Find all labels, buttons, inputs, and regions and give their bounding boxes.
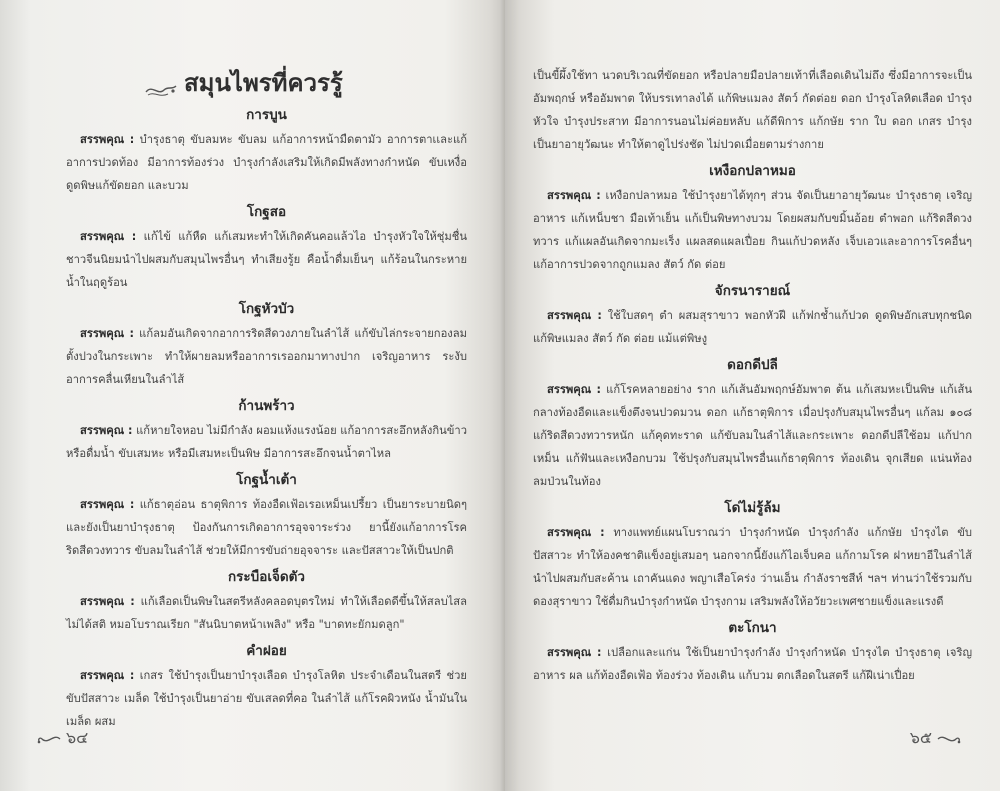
- entry-kot-nam-tao: [66, 471, 467, 562]
- entry-body: [533, 184, 972, 276]
- entry-text: แก้หายใจหอบ ไม่มีกำลัง ผอมแห้งแรงน้อย แก้อาการสะอึกหลังกินข้าวหรือดื่มน้ำ ขับเสมหะ หรือมีเสมหะเป็นพิษ มีอาการสะอึกจนน้ำตาไหล: [66, 424, 467, 460]
- entry-text: เหงือกปลาหมอ ใช้บำรุงยาได้ทุกๆ ส่วน จัดเป็นยาอายุวัฒนะ บำรุงธาตุ เจริญอาหาร แก้เหน็บชา มือเท้าเย็น แก้เป็นพิษทางบวม โดยผสมกับขมิ้นอ้อย ตำพอก แก้ริดสีดวงทวาร แก้แผลอันเกิดจากมะเร็ง แผลสดแผลเปื่อย กินแก้ปวดหลัง เจ็บเอวและอาการโรคอื่นๆ แก้อาการปวดจากถูกแมลง สัตว์ กัด ต่อย: [533, 189, 973, 271]
- entry-dok-di-pli: [533, 356, 972, 493]
- entry-title: ก้านพร้าว: [238, 398, 295, 414]
- property-label: สรรพคุณ :: [80, 424, 133, 437]
- entry-chak-narai: [533, 282, 972, 350]
- entry-body: [533, 641, 972, 687]
- property-label: สรรพคุณ :: [80, 327, 135, 340]
- entry-tako-na: [533, 619, 972, 687]
- page-number-left: [36, 726, 88, 751]
- entry-do-mai-ru-lom: [533, 499, 972, 613]
- property-label: สรรพคุณ :: [80, 498, 135, 511]
- property-label: สรรพคุณ :: [547, 189, 601, 202]
- entry-body: [66, 322, 467, 391]
- entry-kot-hua-bua: [66, 300, 467, 391]
- flourish-icon: [936, 731, 962, 747]
- entry-body: [533, 378, 972, 493]
- entry-text: แก้ไข้ แก้หืด แก้เสมหะทำให้เกิดคันคอแล้วไอ บำรุงหัวใจให้ชุ่มชื่น ชาวจีนนิยมนำไปผสมกับสมุนไพรอื่นๆ ทำเสียงรู้ย คือน้ำดื่มเย็นๆ แก้ร้อนในกระหายน้ำในฤดูร้อน: [66, 230, 468, 289]
- flourish-icon: [36, 731, 62, 747]
- entry-kot-so: [66, 203, 467, 294]
- page-number-text: ๖๔: [66, 728, 89, 747]
- entry-text: ใช้ใบสดๆ ตำ ผสมสุราขาว พอกหัวฝี แก้ฟกช้ำแก้ปวด ดูดพิษอักเสบทุกชนิด แก้พิษแมลง สัตว์ กัด ต่อย แม้แต่พิษงู: [533, 309, 972, 345]
- entry-text: แก้เลือดเป็นพิษในสตรีหลังคลอดบุตรใหม่ ทำให้เลือดดีขึ้นให้สลบไสลไม่ได้สติ หมอโบราณเรียก "สันนิบาตหน้าเพลิง" หรือ "บาดทะยักมดลูก": [66, 595, 467, 631]
- property-label: สรรพคุณ :: [547, 309, 602, 322]
- entry-ngueak-pla-mo: [533, 162, 972, 276]
- entry-body: [66, 664, 467, 733]
- property-label: สรรพคุณ :: [80, 669, 135, 682]
- right-page: [505, 0, 1000, 791]
- entry-body: [533, 521, 972, 613]
- entry-body: [66, 493, 467, 562]
- entry-title: การบูน: [246, 107, 287, 123]
- flourish-icon: [144, 74, 178, 98]
- property-label: สรรพคุณ :: [547, 526, 605, 539]
- entry-title: คำฝอย: [246, 643, 287, 659]
- property-label: สรรพคุณ :: [547, 383, 602, 396]
- entry-title: โด่ไม่รู้ล้ม: [724, 500, 781, 516]
- chapter-title: สมุนไพรที่ควรรู้: [184, 68, 343, 97]
- entry-title: ดอกดีปลี: [727, 357, 778, 373]
- property-label: สรรพคุณ :: [80, 133, 135, 146]
- entry-title: โกฐน้ำเต้า: [236, 472, 297, 488]
- entry-title: โกฐหัวบัว: [238, 301, 295, 317]
- entry-body: [66, 419, 467, 465]
- entry-text: ทางแพทย์แผนโบราณว่า บำรุงกำหนัด บำรุงกำลัง แก้กษัย บำรุงไต ขับปัสสาวะ ทำให้องคชาติแข็งอยู่เสมอๆ นอกจากนี้ยังแก้ไอเจ็บคอ แก้กามโรค ฝาหยาอีในลำไส้ นำไปผสมกับสะค้าน เถาคันแดง พญาเสือโคร่ง ว่านเอ็น กำลังราชสีห์ ฯลฯ ท่านว่าใช้รวมกับดองสุราขาว ใช้ดื่มกินบำรุงกำหนัด บำรุงกาม เสริมพลังให้อวัยวะเพศชายแข็งและแรงดี: [533, 526, 972, 608]
- entry-karaboon: [66, 106, 467, 197]
- entry-title: เหงือกปลาหมอ: [709, 163, 796, 179]
- continuation-text: เป็นขี้ผึ้งใช้ทา นวดบริเวณที่ขัดยอก หรือปลายมือปลายเท้าที่เลือดเดินไม่ถึง ซึ่งมีอาการจะเป็นอัมพฤกษ์ หรืออัมพาต ให้บรรเทาลงได้ แก้พิษแมลง สัตว์ กัดต่อย ดอก บำรุงโลหิตเลือด บำรุงหัวใจ บำรุงประสาท มีอาการนอนไม่ค่อยหลับ แก้ดีพิการ แก้กษัย ราก ใบ ดอก เกสร บำรุงเป็นยาอายุวัฒนะ ทำให้ตาดูไปร่งชัด ไม่ปวดเมื่อยตามร่างกาย: [533, 69, 972, 151]
- entry-body: [66, 590, 467, 636]
- chapter-header: [144, 60, 467, 98]
- property-label: สรรพคุณ :: [80, 595, 135, 608]
- entry-kham-foi: [66, 642, 467, 733]
- entry-text: เกสร ใช้บำรุงเป็นยาบำรุงเลือด บำรุงโลหิต ประจำเดือนในสตรี ช่วยขับปัสสาวะ เมล็ด ใช้บำรุงเป็นยาอ่าย ขับเสลดที่คอ ในลำไส้ แก้โรคผิวหนัง น้ำมันในเมล็ด ผสม: [66, 669, 467, 728]
- property-label: สรรพคุณ :: [547, 646, 602, 659]
- entry-title: จักรนารายณ์: [714, 283, 791, 299]
- entry-text: แก้ลมอันเกิดจากอาการริดสีดวงภายในลำไส้ แก้ขับไล่กระจายกองลมตั้งปวงในกระเพาะ ทำให้ผายลมหรืออาการเรออกมาทางปาก เจริญอาหาร ระงับอาการคลื่นเหียนในลำไส้: [66, 327, 467, 386]
- entry-title: กระบือเจ็ดตัว: [228, 569, 305, 585]
- page-number-right: [910, 726, 962, 751]
- page-number-text: ๖๕: [909, 728, 932, 747]
- entry-krabue-chet-tua: [66, 568, 467, 636]
- entry-title: ตะโกนา: [728, 620, 777, 636]
- entry-text: แก้โรคหลายอย่าง ราก แก้เส้นอัมพฤกษ์อัมพาต ต้น แก้เสมหะเป็นพิษ แก้เส้นกลางท้องอืดและแข็งตึงจนปวดมวน ดอก แก้ธาตุพิการ เมื่อปรุงกับสมุนไพรอื่นๆ แก้ลม ๑๐๘ แก้ริดสีดวงทวารหนัก แก้คุดทะราด แก้ขับลมในลำไส้และกระเพาะ ดอกดีปลีใช้อม แก้ปากเหม็น แก้ฟันและเหงือกบวม ใช้ปรุงกับสมุนไพรอื่นแก้ธาตุพิการ ท้องเดิน จุกเสียด แน่นท้อง ลมป่วนในท้อง: [533, 383, 973, 488]
- entry-text: บำรุงธาตุ ขับลมหะ ขับลม แก้อาการหน้ามืดตามัว อาการตาเเละแก้อาการปวดท้อง มีอาการท้องร่วง บำรุงกำลังเสริมให้เกิดมีพลังทางกำหนัด ขับเหงื่อ ดูดพิษแก้ขัดยอก และบวม: [66, 133, 467, 192]
- entry-text: แก้ธาตุอ่อน ธาตุพิการ ท้องอืดเฟ้อเรอเหม็นเปรี้ยว เป็นยาระบายนิดๆ และยังเป็นยาบำรุงธาตุ ป้องกันการเกิดอาการอุจจาระร่วง ยานี้ยังแก้อาการโรคริดสีดวงทวาร ขับลมในลำไส้ ช่วยให้มีการขับถ่ายอุจจาระ และปัสสาวะให้เป็นปกติ: [66, 498, 467, 557]
- entry-text: เปลือกและแก่น ใช้เป็นยาบำรุงกำลัง บำรุงกำหนัด บำรุงไต บำรุงธาตุ เจริญอาหาร ผล แก้ท้องอืดเฟ้อ ท้องร่วง ท้องเดิน แก้บวม ตกเลือดในสตรี แก้ฝีเน่าเปื่อย: [533, 646, 972, 682]
- entry-body: [66, 128, 467, 197]
- entry-body: [66, 225, 467, 294]
- entry-title: โกฐสอ: [246, 204, 287, 220]
- property-label: สรรพคุณ :: [80, 230, 137, 243]
- entry-kan-phrao: [66, 397, 467, 465]
- entry-body: [533, 304, 972, 350]
